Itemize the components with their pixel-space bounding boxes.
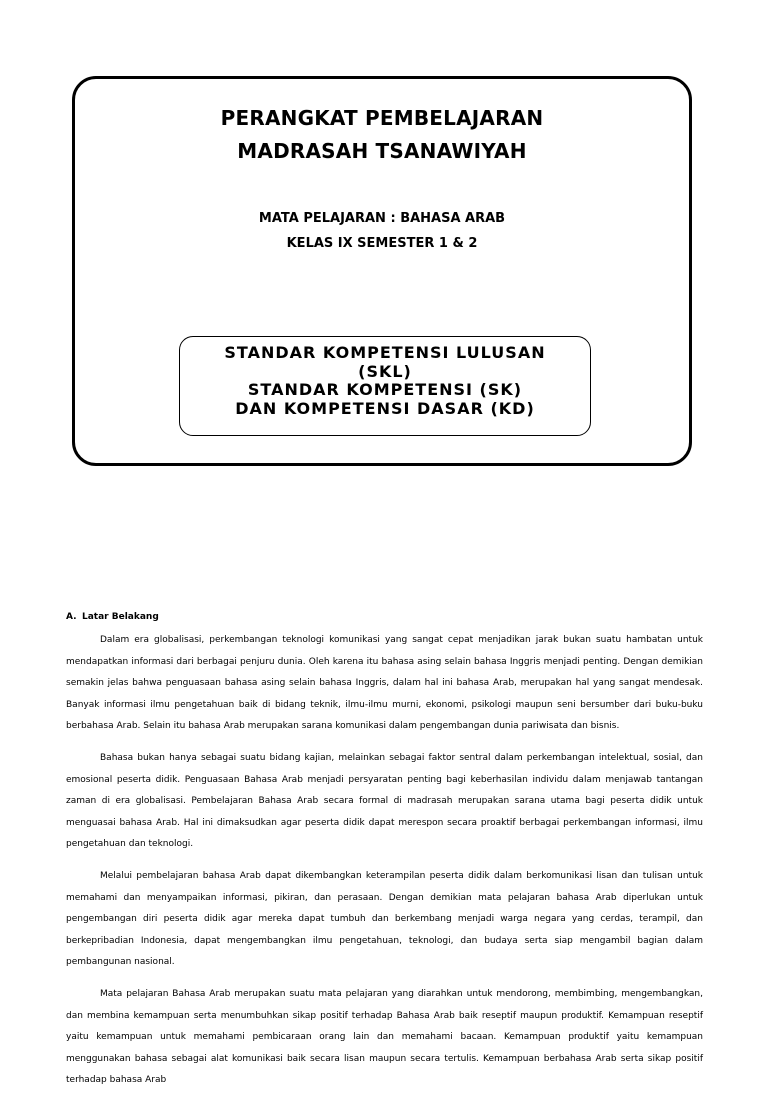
competency-title-line-2: (SKL): [358, 361, 412, 381]
cover-title-line-2: MADRASAH TSANAWIYAH: [237, 139, 527, 163]
competency-title-line-4: DAN KOMPETENSI DASAR (KD): [235, 398, 535, 418]
competency-title-line-3: STANDAR KOMPETENSI (SK): [247, 380, 523, 399]
paragraph: Mata pelajaran Bahasa Arab merupakan suatu mata pelajaran yang diarahkan untuk mendorong, membimbing, mengembangkan, dan membina kemampuan serta menumbuhkan sikap positif terhadap Bahasa Arab baik reseptif maupun produktif. Kemampuan reseptif yaitu kemampuan untuk memahami pembicaraan orang lain dan memahami bacaan. Kemampuan produktif yaitu kemampuan menggunakan bahasa sebagai alat komunikasi baik secara lisan maupun secara tertulis. Kemampuan berbahasa Arab serta sikap positif terhadap bahasa Arab: [66, 988, 703, 1086]
section-heading-text: Latar Belakang: [82, 612, 159, 622]
paragraph: Dalam era globalisasi, perkembangan teknologi komunikasi yang sangat cepat menjadikan jarak bukan suatu hambatan untuk mendapatkan informasi dari berbagai penjuru dunia. Oleh karena itu bahasa asing selain bahasa Inggris menjadi penting. Dengan demikian semakin jelas bahwa penguasaan bahasa asing selain bahasa Inggris, dalam hal ini bahasa Arab, merupakan hal yang sangat mendesak. Banyak informasi ilmu pengetahuan baik di bidang teknik, ilmu-ilmu murni, ekonomi, psikologi maupun seni bersumber dari buku-buku berbahasa Arab. Selain itu bahasa Arab merupakan sarana komunikasi dalam pengembangan dunia pariwisata dan bisnis.: [66, 635, 703, 732]
cover-frame: [72, 76, 692, 466]
section-body: [66, 630, 703, 1102]
competency-title-line-1: STANDAR KOMPETENSI LULUSAN: [224, 343, 546, 362]
paragraph: Bahasa bukan hanya sebagai suatu bidang kajian, melainkan sebagai faktor sentral dalam perkembangan intelektual, sosial, dan emosional peserta didik. Penguasaan Bahasa Arab menjadi persyaratan penting bagi keberhasilan individu dalam menjawab tantangan zaman di era globalisasi. Pembelajaran Bahasa Arab secara formal di madrasah merupakan sarana utama bagi peserta didik untuk menguasai bahasa Arab. Hal ini dimaksudkan agar peserta didik dapat merespon secara proaktif berbagai perkembangan informasi, ilmu pengetahuan dan teknologi.: [66, 752, 703, 850]
cover-subject: MATA PELAJARAN : BAHASA ARAB: [258, 211, 506, 226]
cover-title-line-1: PERANGKAT PEMBELAJARAN: [220, 106, 544, 130]
cover-class-semester: KELAS IX SEMESTER 1 & 2: [286, 236, 478, 251]
paragraph: Melalui pembelajaran bahasa Arab dapat dikembangkan keterampilan peserta didik dalam berkomunikasi lisan dan tulisan untuk memahami dan menyampaikan informasi, pikiran, dan perasaan. Dengan demikian mata pelajaran bahasa Arab diperlukan untuk pengembangan diri peserta didik agar mereka dapat tumbuh dan berkembang menjadi warga negara yang cerdas, terampil, dan berkepribadian Indonesia, dapat mengembangkan ilmu pengetahuan, teknologi, dan budaya serta siap mengambil bagian dalam pembangunan nasional.: [66, 870, 703, 968]
section-number: A.: [66, 612, 77, 622]
section-heading: [66, 612, 159, 622]
competency-title-box: [179, 336, 591, 436]
